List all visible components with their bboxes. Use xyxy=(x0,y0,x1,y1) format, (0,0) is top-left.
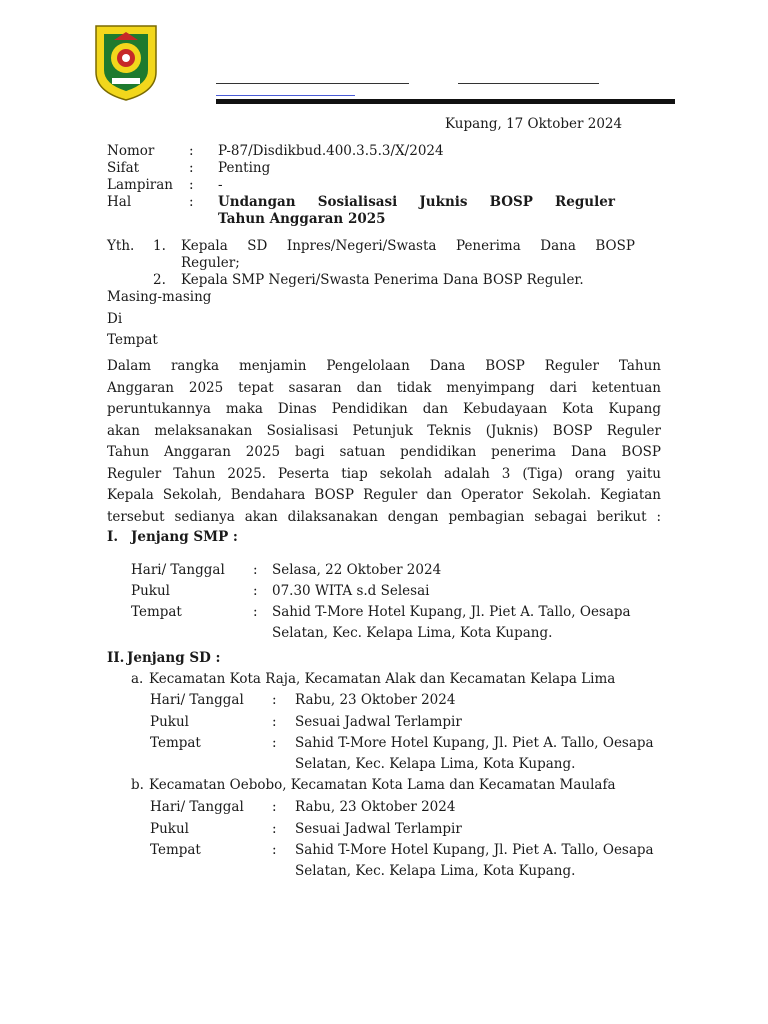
recipient-1-number: 1. xyxy=(153,238,166,254)
body-line: Anggaran 2025 tepat sasaran dan tidak menyimpang dari ketentuan xyxy=(107,379,661,396)
recipient-1-line2: Reguler; xyxy=(181,255,240,271)
hal-subject-line2: Tahun Anggaran 2025 xyxy=(218,211,386,227)
letterhead-rule-right xyxy=(458,83,599,84)
sd-group-a-letter: a. xyxy=(131,671,144,687)
recipient-tempat: Tempat xyxy=(107,332,158,348)
smp-row-date: Hari/ Tanggal : Selasa, 22 Oktober 2024 xyxy=(131,562,442,578)
sd-b-row-time: Pukul : Sesuai Jadwal Terlampir xyxy=(150,821,462,837)
body-line: Kepala Sekolah, Bendahara BOSP Reguler dan Operator Sekolah. Kegiatan xyxy=(107,487,661,503)
sd-a-place-line2: Selatan, Kec. Kelapa Lima, Kota Kupang. xyxy=(295,756,576,772)
section-smp-number: I. xyxy=(107,529,119,545)
recipient-1-line1: Kepala SD Inpres/Negeri/Swasta Penerima Dana BOSP xyxy=(181,238,635,254)
sd-b-place-line2: Selatan, Kec. Kelapa Lima, Kota Kupang. xyxy=(295,863,576,879)
sd-a-row-date: Hari/ Tanggal : Rabu, 23 Oktober 2024 xyxy=(150,692,456,708)
meta-row-nomor: Nomor : P-87/Disdikbud.400.3.5.3/X/2024 xyxy=(107,143,444,159)
meta-row-sifat: Sifat : Penting xyxy=(107,160,271,176)
recipient-yth: Yth. xyxy=(107,238,135,254)
letterhead-separator xyxy=(216,99,675,104)
meta-row-hal: Hal : Undangan Sosialisasi Juknis BOSP Reguler xyxy=(107,194,627,211)
recipient-2-number: 2. xyxy=(153,272,166,288)
section-sd-number: II. xyxy=(107,650,125,666)
meta-row-lampiran: Lampiran : - xyxy=(107,177,223,193)
letterhead-rule-left xyxy=(216,83,409,84)
sd-a-row-time: Pukul : Sesuai Jadwal Terlampir xyxy=(150,714,462,730)
sd-group-b-title: Kecamatan Oebobo, Kecamatan Kota Lama dan Kecamatan Maulafa xyxy=(149,777,616,793)
letter-date: Kupang, 17 Oktober 2024 xyxy=(445,116,623,132)
recipient-masing-masing: Masing-masing xyxy=(107,289,212,305)
sd-a-row-place: Tempat : Sahid T-More Hotel Kupang, Jl. Piet A. Tallo, Oesapa xyxy=(150,735,654,751)
body-line: akan melaksanakan Sosialisasi Petunjuk Teknis (Juknis) BOSP Reguler xyxy=(107,422,661,439)
recipient-2-text: Kepala SMP Negeri/Swasta Penerima Dana BOSP Reguler. xyxy=(181,272,584,288)
body-paragraph xyxy=(107,356,661,528)
sd-b-row-place: Tempat : Sahid T-More Hotel Kupang, Jl. Piet A. Tallo, Oesapa xyxy=(150,842,654,858)
body-line: tersebut sedianya akan dilaksanakan dengan pembagian sebagai berikut : xyxy=(107,508,661,525)
smp-place-line2: Selatan, Kec. Kelapa Lima, Kota Kupang. xyxy=(272,625,553,641)
sd-b-row-date: Hari/ Tanggal : Rabu, 23 Oktober 2024 xyxy=(150,799,456,815)
body-line: Tahun Anggaran 2025 bagi satuan pendidikan penerima Dana BOSP xyxy=(107,444,661,460)
kupang-city-emblem-icon xyxy=(92,22,160,102)
smp-row-time: Pukul : 07.30 WITA s.d Selesai xyxy=(131,583,430,599)
sd-group-b-letter: b. xyxy=(131,777,144,793)
letter-meta xyxy=(107,143,627,228)
meta-row-hal-continued xyxy=(107,211,627,228)
section-sd-heading: Jenjang SD : xyxy=(127,650,221,666)
letterhead-link-underline xyxy=(216,95,355,96)
sd-group-a-title: Kecamatan Kota Raja, Kecamatan Alak dan Kecamatan Kelapa Lima xyxy=(149,671,616,687)
recipient-di: Di xyxy=(107,311,123,327)
body-line: Dalam rangka menjamin Pengelolaan Dana BOSP Reguler Tahun xyxy=(107,358,661,374)
smp-row-place: Tempat : Sahid T-More Hotel Kupang, Jl. Piet A. Tallo, Oesapa xyxy=(131,604,631,620)
body-line: Reguler Tahun 2025. Peserta tiap sekolah adalah 3 (Tiga) orang yaitu xyxy=(107,465,661,482)
hal-subject-line1: Undangan Sosialisasi Juknis BOSP Reguler xyxy=(218,194,615,210)
body-line: peruntukannya maka Dinas Pendidikan dan Kebudayaan Kota Kupang xyxy=(107,401,661,417)
section-smp-heading: Jenjang SMP : xyxy=(131,529,238,545)
